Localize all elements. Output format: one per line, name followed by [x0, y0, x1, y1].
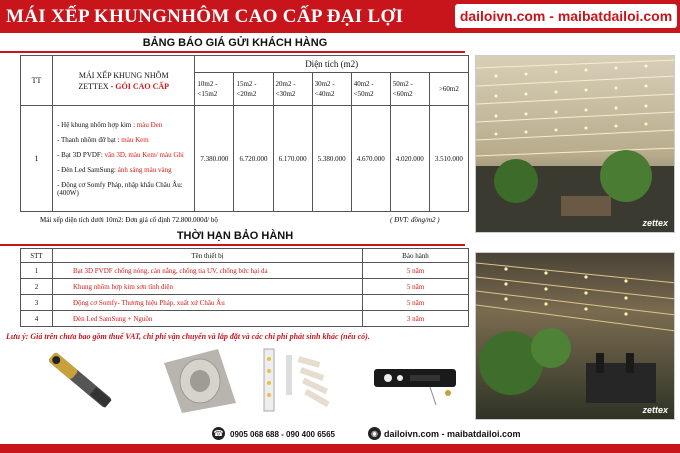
header-title: MÁI XẾP KHUNGNHÔM CAO CẤP ĐẠI LỢI — [6, 6, 404, 27]
warranty-period: 3 năm — [363, 311, 469, 327]
area-range: 30m2 - <40m2 — [312, 73, 351, 106]
row-index: 1 — [21, 106, 53, 212]
led-strip-icon — [262, 345, 344, 415]
product-fabric-image — [160, 345, 240, 415]
product-motor-image — [35, 345, 125, 415]
spec-item: - Đèn Led SamSung: ánh sáng màu vàng — [57, 165, 172, 174]
spec-item: - Động cơ Somfy Pháp, nhập khẩu Châu Âu: (400W) — [57, 180, 183, 197]
pergola-ceiling-photo — [476, 56, 675, 233]
pergola-photo-bottom — [475, 252, 675, 420]
motor-icon — [35, 345, 125, 415]
area-header: Diện tích (m2) — [195, 56, 469, 73]
area-range: 50m2 - <60m2 — [390, 73, 429, 106]
controller-icon — [370, 345, 465, 415]
spec-list — [53, 106, 195, 212]
product-controller-image — [370, 345, 465, 415]
footer — [0, 424, 521, 444]
watermark-bottom: zettex — [642, 405, 668, 415]
price-note: Mái xếp diện tích dưới 10m2: Đơn giá cố định 72.800.000đ/ bộ — [40, 216, 218, 224]
price-table — [20, 55, 469, 212]
area-range: 15m2 - <20m2 — [234, 73, 273, 106]
warranty-title-underline — [0, 244, 465, 246]
spec-item: - Thanh nhôm đỡ bạt : màu Kem — [57, 135, 149, 144]
product-led-image — [262, 345, 344, 415]
product-name-cell — [53, 56, 195, 106]
col-stt-header: STT — [21, 249, 53, 263]
warranty-device: Đèn Led SamSung + Nguồn — [53, 311, 363, 327]
warranty-device: Động cơ Somfy- Thương hiệu Pháp, xuất xứ Châu Âu — [53, 295, 363, 311]
col-tt-header: TT — [21, 56, 53, 106]
warranty-stt: 3 — [21, 295, 53, 311]
price-unit: ( ĐVT: đồng/m2 ) — [390, 216, 440, 224]
price-cell: 3.510.000 — [429, 106, 468, 212]
price-cell: 6.170.000 — [273, 106, 312, 212]
warranty-device: Khung nhôm hợp kim sơn tĩnh điện — [53, 279, 363, 295]
disclaimer-note: Lưu ý: Giá trên chưa bao gồm thuế VAT, chi phí vận chuyển và lắp đặt và các chi phí phát sinh khác (nếu có). — [6, 332, 370, 341]
area-range: 40m2 - <50m2 — [351, 73, 390, 106]
web-icon: ◉ — [368, 427, 381, 440]
price-cell: 4.020.000 — [390, 106, 429, 212]
area-range: >60m2 — [429, 73, 468, 106]
spec-item: - Bạt 3D PVDF: vân 3D, màu Kem/ màu Ghi — [57, 150, 184, 159]
warranty-device: Bạt 3D PVDF chống nóng, cản nắng, chống tia UV, chống bức hại da — [53, 263, 363, 279]
area-range: 20m2 - <30m2 — [273, 73, 312, 106]
warranty-period: 5 năm — [363, 263, 469, 279]
header-banner — [0, 0, 680, 33]
warranty-table — [20, 248, 469, 327]
watermark-top: zettex — [642, 218, 668, 228]
price-table-title: BẢNG BÁO GIÁ GỬI KHÁCH HÀNG — [142, 37, 328, 49]
product-package: GÓI CAO CẤP — [115, 81, 170, 91]
footer-phone[interactable]: 0905 068 688 - 090 400 6565 — [230, 430, 335, 439]
area-range: 10m2 - <15m2 — [195, 73, 234, 106]
warranty-stt: 1 — [21, 263, 53, 279]
warranty-table-title: THỜI HẠN BẢO HÀNH — [176, 230, 294, 242]
pergola-terrace-photo — [476, 253, 675, 420]
warranty-period: 5 năm — [363, 295, 469, 311]
price-cell: 5.380.000 — [312, 106, 351, 212]
product-line-1: MÁI XẾP KHUNG NHÔM — [78, 70, 169, 80]
phone-icon: ☎ — [213, 429, 224, 438]
bottom-bar — [0, 444, 680, 453]
warranty-stt: 2 — [21, 279, 53, 295]
spec-item: - Hệ khung nhôm hợp kim : màu Đen — [57, 120, 163, 129]
price-cell: 6.720.000 — [234, 106, 273, 212]
fabric-roll-icon — [160, 345, 240, 415]
product-brand: ZETTEX - — [78, 81, 116, 91]
price-cell: 4.670.000 — [351, 106, 390, 212]
footer-website[interactable]: dailoivn.com - maibatdailoi.com — [384, 429, 521, 439]
col-device-header: Tên thiết bị — [53, 249, 363, 263]
warranty-period: 5 năm — [363, 279, 469, 295]
header-website[interactable]: dailoivn.com - maibatdailoi.com — [455, 4, 677, 28]
pergola-photo-top — [475, 55, 675, 233]
price-title-underline — [0, 51, 465, 53]
warranty-stt: 4 — [21, 311, 53, 327]
product-line-2 — [53, 81, 194, 92]
price-cell: 7.380.000 — [195, 106, 234, 212]
col-warranty-header: Bảo hành — [363, 249, 469, 263]
